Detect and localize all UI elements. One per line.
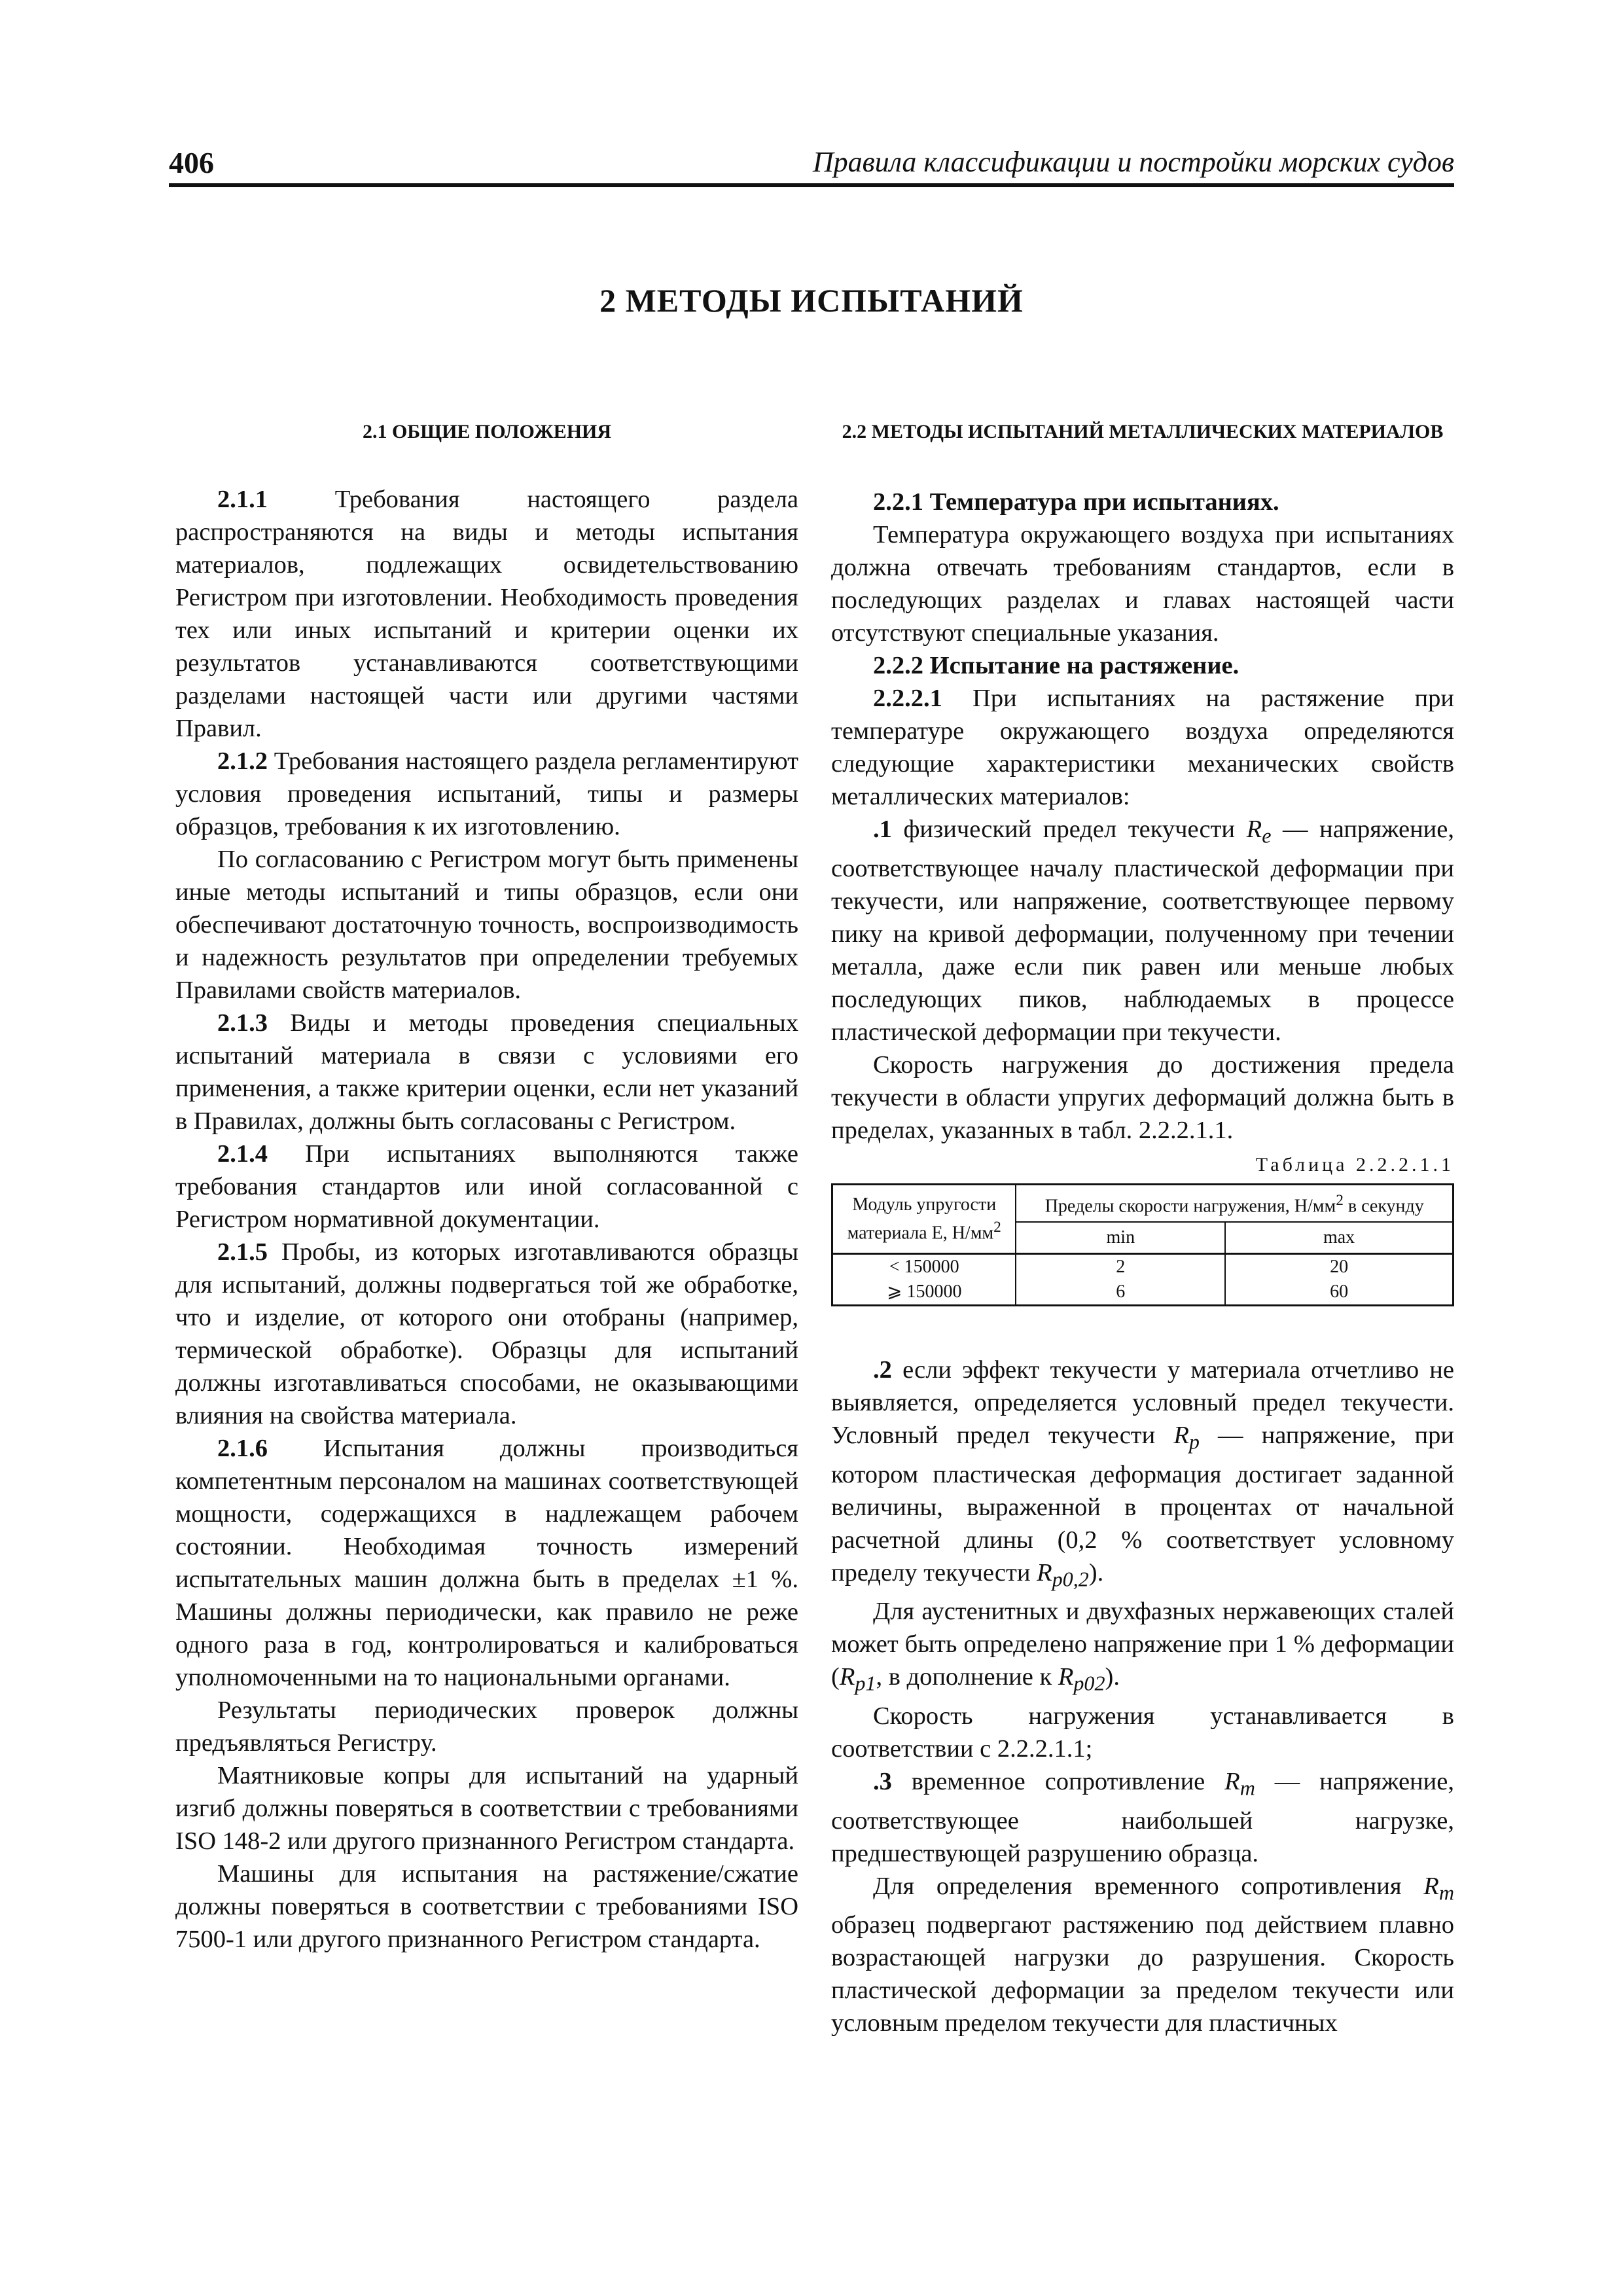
paragraph-2-1-5 <box>175 1236 798 1432</box>
loading-rate-table <box>831 1183 1454 1306</box>
list-item-3 <box>831 1765 1454 1870</box>
paragraph-2-1-3 <box>175 1007 798 1138</box>
item-number: .3 <box>873 1768 892 1796</box>
paragraph: Машины для испытания на растяжение/сжатие должны поверяться в соответствии с требованиями ISO 7500-1 или другого признанного Регистром стандарта. <box>175 1860 798 1953</box>
symbol-subscript: e <box>1262 823 1272 848</box>
clause-number: 2.1.5 <box>217 1238 268 1266</box>
symbol: R <box>839 1663 855 1691</box>
paragraph: Скорость нагружения до достижения предела текучести в области упругих деформаций должна быть в пределах, указанных в табл. 2.2.2.1.1. <box>831 1050 1454 1144</box>
table-caption: Таблица 2.2.2.1.1 <box>1255 1153 1454 1175</box>
table-cell: 60 <box>1225 1280 1453 1306</box>
table-header-modulus <box>832 1184 1016 1253</box>
clause-number: 2.1.4 <box>217 1140 268 1168</box>
paragraph-text: При испытаниях на растяжение при температуре окружающего воздуха определяются следующие характеристики механических свойств металлических материалов: <box>831 685 1454 810</box>
header-text: Модуль упругости <box>852 1194 997 1215</box>
symbol-subscript: m <box>1438 1880 1454 1905</box>
symbol: R <box>1224 1768 1240 1796</box>
item-text: временное сопротивление <box>891 1768 1225 1796</box>
table-cell: < 150000 <box>832 1254 1016 1280</box>
header-text: материала E, Н/мм <box>847 1223 994 1244</box>
table-cell: 2 <box>1016 1254 1225 1280</box>
subsection-heading-2-2-2: 2.2.2 Испытание на растяжение. <box>873 652 1240 679</box>
clause-number: 2.2.2.1 <box>873 685 942 712</box>
paragraph: Результаты периодических проверок должны предъявляться Регистру. <box>175 1696 798 1757</box>
item-text: физический предел текучести <box>891 816 1247 843</box>
chapter-title: 2 МЕТОДЫ ИСПЫТАНИЙ <box>599 282 1024 319</box>
paragraph-2-1-1 <box>175 483 798 745</box>
symbol: R <box>1246 816 1262 843</box>
running-title: Правила классификации и постройки морских судов <box>812 146 1454 178</box>
paragraph <box>831 1595 1454 1700</box>
symbol: R <box>1173 1422 1189 1450</box>
symbol-subscript: p0,2 <box>1052 1567 1089 1591</box>
table-row <box>832 1280 1454 1306</box>
table-cell: ⩾ 150000 <box>832 1280 1016 1306</box>
paragraph-text: Для определения временного сопротивления <box>873 1872 1424 1900</box>
paragraph-text: Пробы, из которых изготавливаются образцы для испытаний, должны подвергаться той же обработке, что и изделие, от которого они отобраны (например, термической обработке). Образцы для испытаний должны изготавливаться способами, не оказывающими влияния на свойства материала. <box>175 1238 798 1429</box>
table-row <box>832 1254 1454 1280</box>
header-superscript: 2 <box>993 1218 1001 1236</box>
paragraph <box>831 1870 1454 2040</box>
symbol: R <box>1058 1663 1074 1691</box>
list-item-1 <box>831 813 1454 1049</box>
paragraph-text: Для аустенитных и двухфазных нержавеющих сталей может быть определено напряжение при 1 % деформации ( <box>831 1598 1454 1691</box>
table-header-limits <box>1016 1184 1453 1222</box>
symbol: R <box>1423 1872 1439 1900</box>
symbol-subscript: p <box>1188 1429 1200 1454</box>
paragraph-text: Требования настоящего раздела распространяются на виды и методы испытания материалов, подлежащих освидетельствованию Регистром при изготовлении. Необходимость проведения тех или иных испытаний и критерии оценки их результатов устанавливаются соответствующими разделами настоящей части или другими частями Правил. <box>175 486 798 742</box>
table-header-min: min <box>1016 1222 1225 1254</box>
clause-number: 2.1.1 <box>217 486 268 513</box>
right-column <box>831 419 1454 2039</box>
paragraph-text: образец подвергают растяжению под действием плавно возрастающей нагрузки до разрушения. Скорость пластической деформации за пределом текучести или условным пределом текучести для пластичных <box>831 1911 1454 2037</box>
left-column <box>175 419 798 1956</box>
paragraph-2-2-2-1 <box>831 682 1454 813</box>
section-heading-2-2: 2.2 МЕТОДЫ ИСПЫТАНИЙ МЕТАЛЛИЧЕСКИХ МАТЕРИАЛОВ <box>842 421 1444 442</box>
paragraph-text: Виды и методы проведения специальных испытаний материала в связи с условиями его применения, а также критерии оценки, если нет указаний в Правилах, должны быть согласованы с Регистром. <box>175 1009 798 1135</box>
symbol-subscript: p1 <box>855 1672 876 1696</box>
item-text: если эффект текучести у материала отчетливо не выявляется, определяется условный предел текучести. Условный предел текучести <box>831 1356 1454 1450</box>
item-text: — напряжение, соответствующее началу пластической деформации при текучести, или напряжение, соответствующее первому пику на кривой деформации, полученному при течении металла, даже если пик равен или меньше любых последующих пиков, наблюдаемых в процессе пластической деформации при текучести. <box>831 816 1454 1046</box>
paragraph-2-1-4 <box>175 1138 798 1236</box>
table-cell: 6 <box>1016 1280 1225 1306</box>
clause-number: 2.1.2 <box>217 747 268 775</box>
paragraph-text: ). <box>1105 1663 1120 1691</box>
item-text: — напряжение, при котором пластическая деформация достигает заданной величины, выраженной в процентах от начальной расчетной длины (0,2 % соответствует условному пределу текучести <box>831 1422 1454 1587</box>
item-text: — напряжение, соответствующее наибольшей нагрузке, предшествующей разрушению образца. <box>831 1768 1454 1867</box>
paragraph-text: Испытания должны производиться компетентным персоналом на машинах соответствующей мощности, содержащихся в надлежащем рабочем состоянии. Необходимая точность измерений испытательных машин должна быть в пределах ±1 %. Машины должны периодически, как правило не реже одного раза в год, контролироваться и калиброваться уполномоченными на то национальными органами. <box>175 1435 798 1691</box>
paragraph: Маятниковые копры для испытаний на ударный изгиб должны поверяться в соответствии с требованиями ISO 148-2 или другого признанного Регистром стандарта. <box>175 1762 798 1855</box>
table-cell: 20 <box>1225 1254 1453 1280</box>
item-number: .2 <box>873 1356 892 1384</box>
header-text: Пределы скорости нагружения, Н/мм <box>1044 1196 1336 1217</box>
symbol: R <box>1037 1558 1052 1587</box>
paragraph-2-1-2 <box>175 745 798 843</box>
paragraph-text: При испытаниях выполняются также требования стандартов или иной согласованной с Регистром нормативной документации. <box>175 1140 798 1233</box>
table-header-max: max <box>1225 1222 1453 1254</box>
section-heading-2-1: 2.1 ОБЩИЕ ПОЛОЖЕНИЯ <box>362 421 612 442</box>
item-text: ). <box>1088 1558 1104 1587</box>
page-number: 406 <box>169 146 214 179</box>
clause-number: 2.1.3 <box>217 1009 268 1037</box>
page-header <box>169 143 1454 187</box>
item-number: .1 <box>873 816 892 843</box>
paragraph: Температура окружающего воздуха при испытаниях должна отвечать требованиям стандартов, если в последующих разделах и главах настоящей части отсутствуют специальные указания. <box>831 521 1454 647</box>
header-superscript: 2 <box>1336 1191 1344 1209</box>
clause-number: 2.1.6 <box>217 1435 268 1462</box>
paragraph-2-1-6 <box>175 1432 798 1694</box>
list-item-2 <box>831 1354 1454 1595</box>
subsection-heading-2-2-1: 2.2.1 Температура при испытаниях. <box>873 488 1279 516</box>
header-text: в секунду <box>1343 1196 1424 1217</box>
paragraph: Скорость нагружения устанавливается в соответствии с 2.2.2.1.1; <box>831 1702 1454 1763</box>
paragraph: По согласованию с Регистром могут быть применены иные методы испытаний и типы образцов, если они обеспечивают достаточную точность, воспроизводимость и надежность результатов при определении требуемых Правилами свойств материалов. <box>175 846 798 1004</box>
symbol-subscript: m <box>1240 1776 1255 1800</box>
paragraph-text: Требования настоящего раздела регламентируют условия проведения испытаний, типы и размеры образцов, требования к их изготовлению. <box>175 747 798 840</box>
symbol-subscript: p02 <box>1073 1672 1105 1696</box>
paragraph-text: , в дополнение к <box>876 1663 1058 1691</box>
